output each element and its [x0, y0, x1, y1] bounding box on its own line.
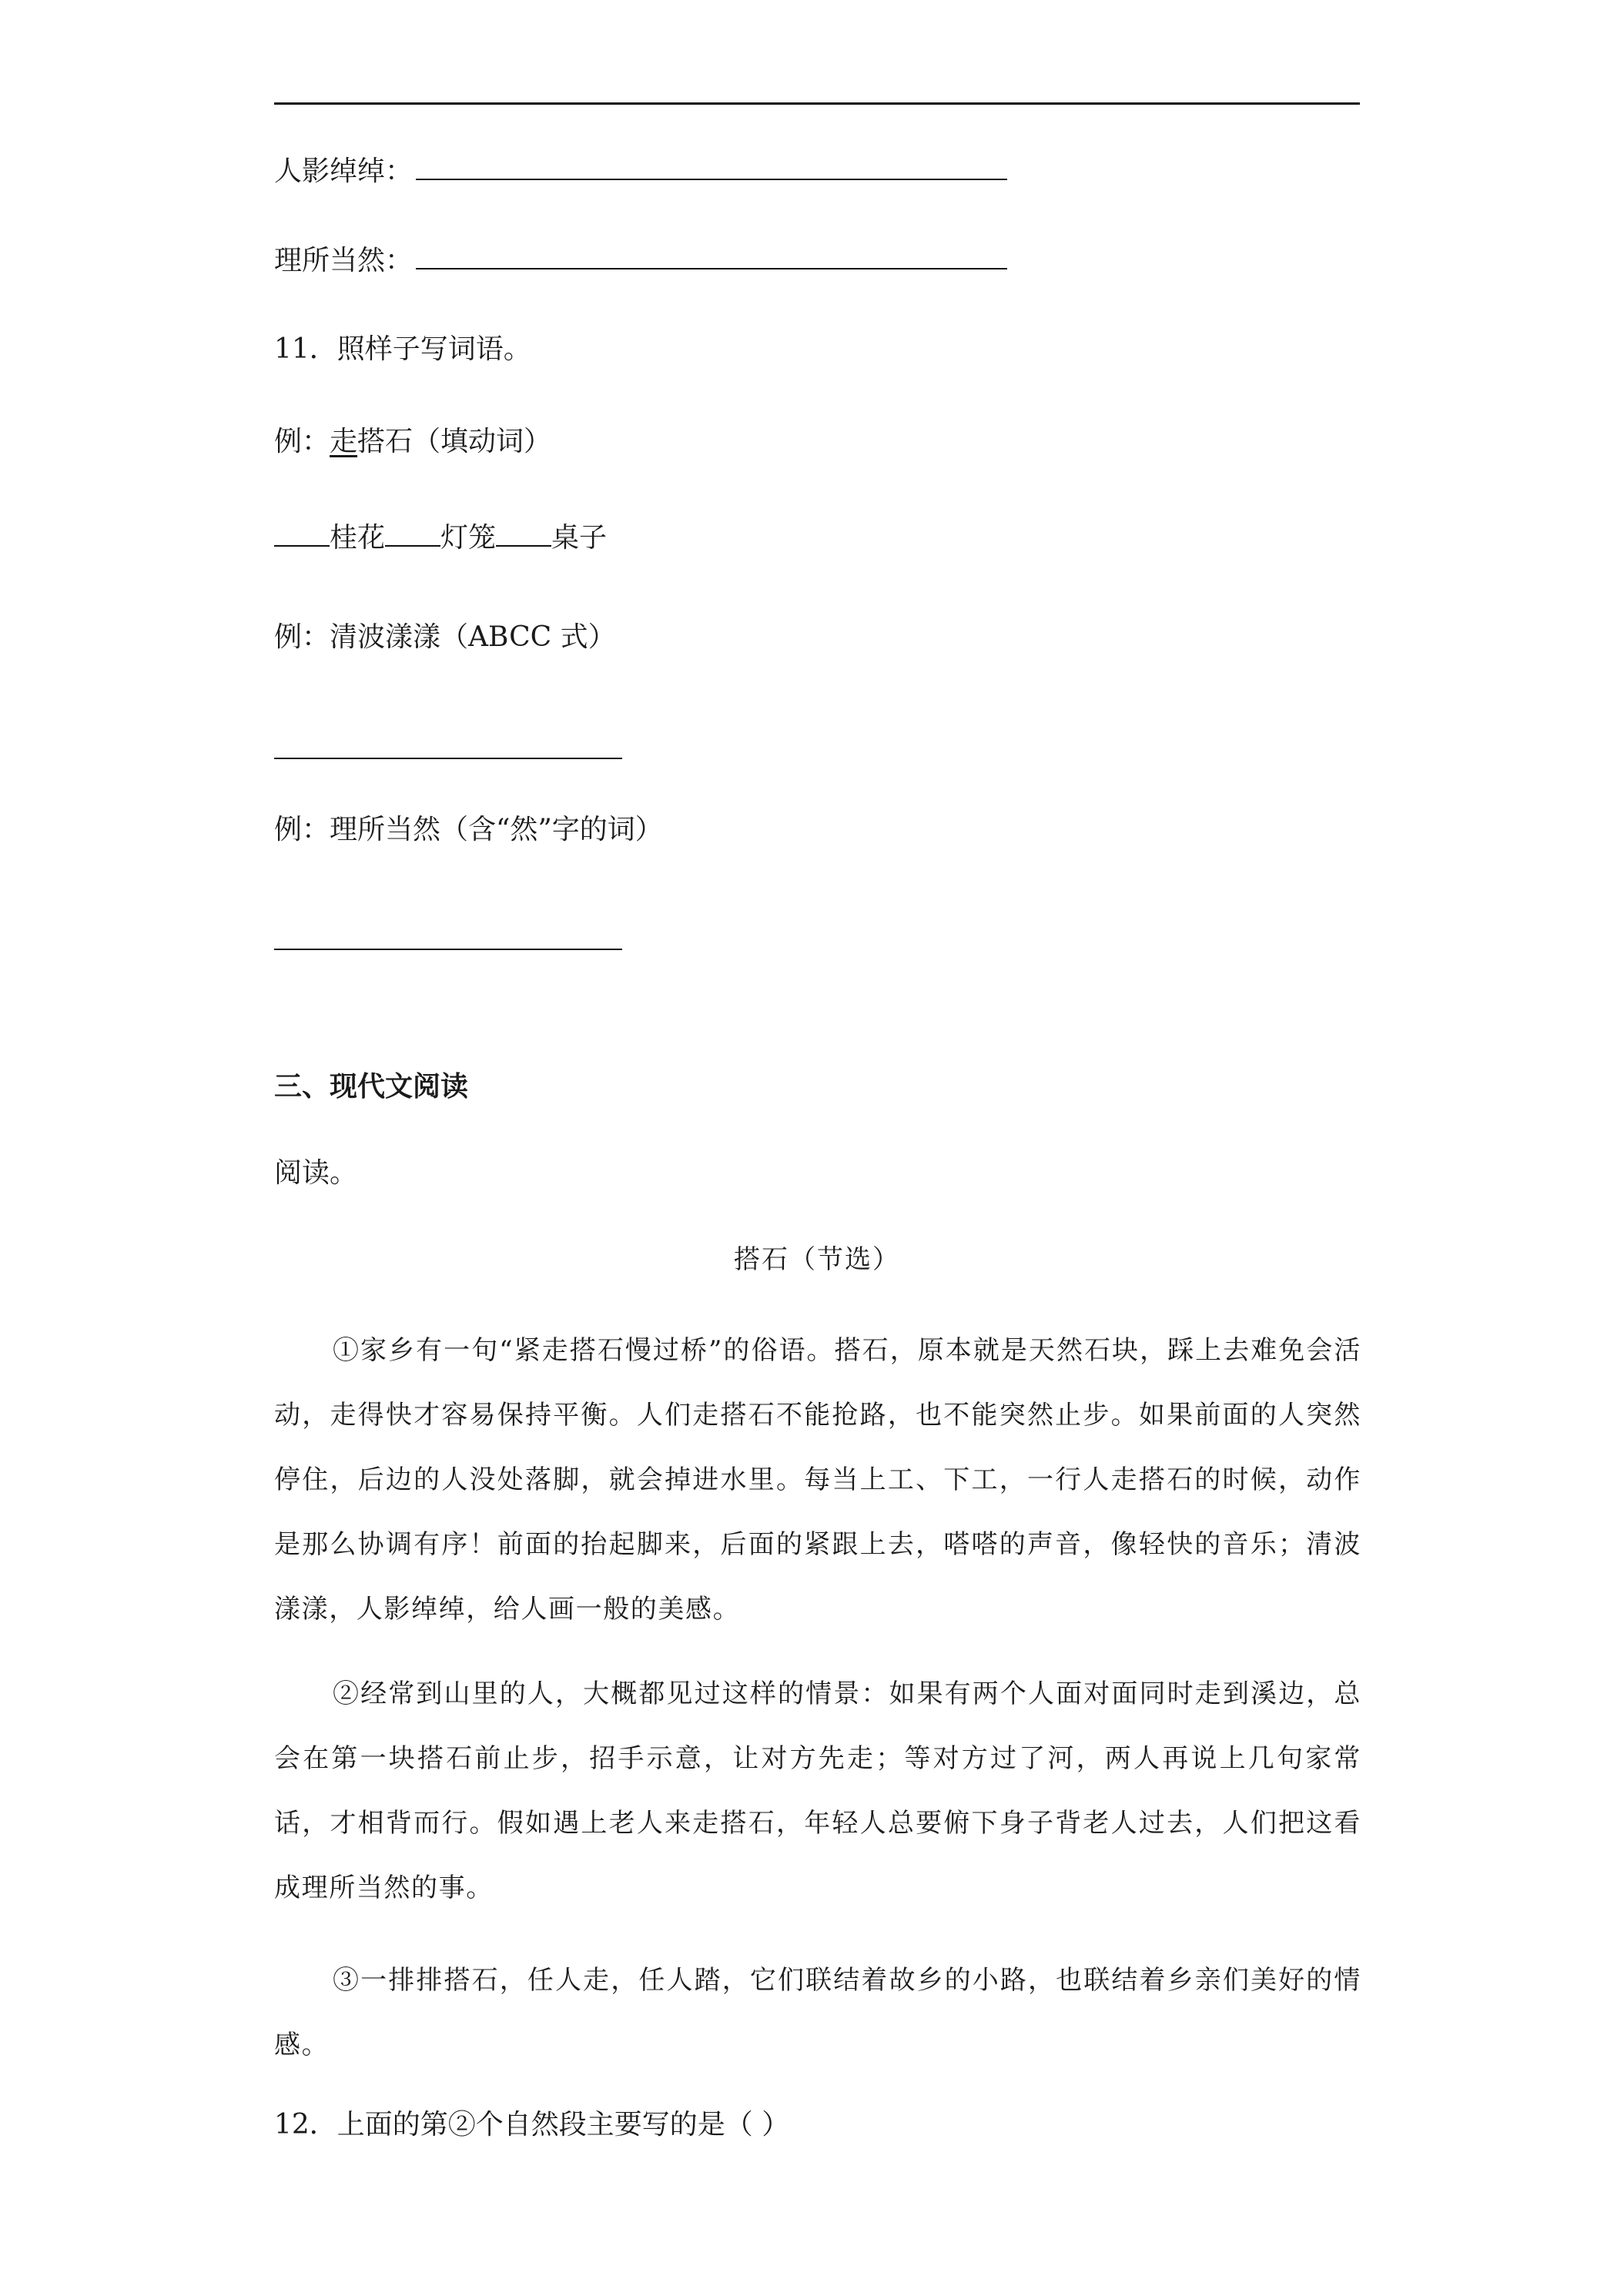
q11-answer-line-1[interactable]: [274, 758, 622, 759]
vocab-item-2: [274, 240, 1007, 278]
vocab-item-1-blank[interactable]: [416, 151, 1007, 180]
vocab-item-2-label: 理所当然：: [274, 245, 414, 276]
vocab-item-1-label: 人影绰绰：: [274, 156, 414, 187]
q11-blank-2[interactable]: [385, 517, 440, 547]
q11-example-1-verb: 走: [330, 426, 358, 457]
passage-paragraph-3: ③一排排搭石，任人走，任人踏，它们联结着故乡的小路，也联结着乡亲们美好的情感。: [274, 1965, 1361, 2060]
header-rule: [274, 102, 1360, 105]
passage-title: 搭石（节选）: [734, 1244, 900, 1275]
passage-paragraph-1: ①家乡有一句“紧走搭石慢过桥”的俗语。搭石，原本就是天然石块，踩上去难免会活动，走得快才容易保持平衡。人们走搭石不能抢路，也不能突然止步。如果前面的人突然停住，后边的人没处落脚，就会掉进水里。每当上工、下工，一行人走搭石的时候，动作是那么协调有序！前面的抬起脚来，后面的紧跟上去，嗒嗒的声音，像轻快的音乐；清波漾漾，人影绰绰，给人画一般的美感。: [274, 1335, 1361, 1625]
q11-word-2: 灯笼: [440, 522, 497, 554]
q11-word-1: 桂花: [330, 522, 386, 554]
q11-example-1-rest: 搭石（填动词）: [357, 426, 552, 457]
q11-answer-line-2[interactable]: [274, 949, 622, 950]
passage-paragraph-2: ②经常到山里的人，大概都见过这样的情景：如果有两个人面对面同时走到溪边，总会在第一块搭石前止步，招手示意，让对方先走；等对方过了河，两人再说上几句家常话，才相背而行。假如遇上老人来走搭石，年轻人总要俯下身子背老人过去，人们把这看成理所当然的事。: [274, 1678, 1361, 1903]
q11-word-3: 桌子: [551, 522, 608, 554]
q11-fill-row: [274, 517, 607, 555]
question-11-stem: 11．照样子写词语。: [274, 333, 531, 365]
vocab-item-1: [274, 151, 1007, 189]
section-3-intro: 阅读。: [274, 1157, 358, 1189]
q11-blank-3[interactable]: [496, 517, 551, 547]
section-3-title: 三、现代文阅读: [274, 1071, 469, 1103]
q11-blank-1[interactable]: [274, 517, 330, 547]
q11-example-1-prefix: 例：: [274, 426, 330, 457]
vocab-item-2-blank[interactable]: [416, 240, 1007, 269]
q11-example-1: [274, 425, 551, 459]
q11-example-2: 例：清波漾漾（ABCC 式）: [274, 621, 616, 653]
question-12-stem: 12．上面的第②个自然段主要写的是（ ）: [274, 2109, 790, 2140]
q11-example-3: 例：理所当然（含“然”字的词）: [274, 814, 663, 845]
